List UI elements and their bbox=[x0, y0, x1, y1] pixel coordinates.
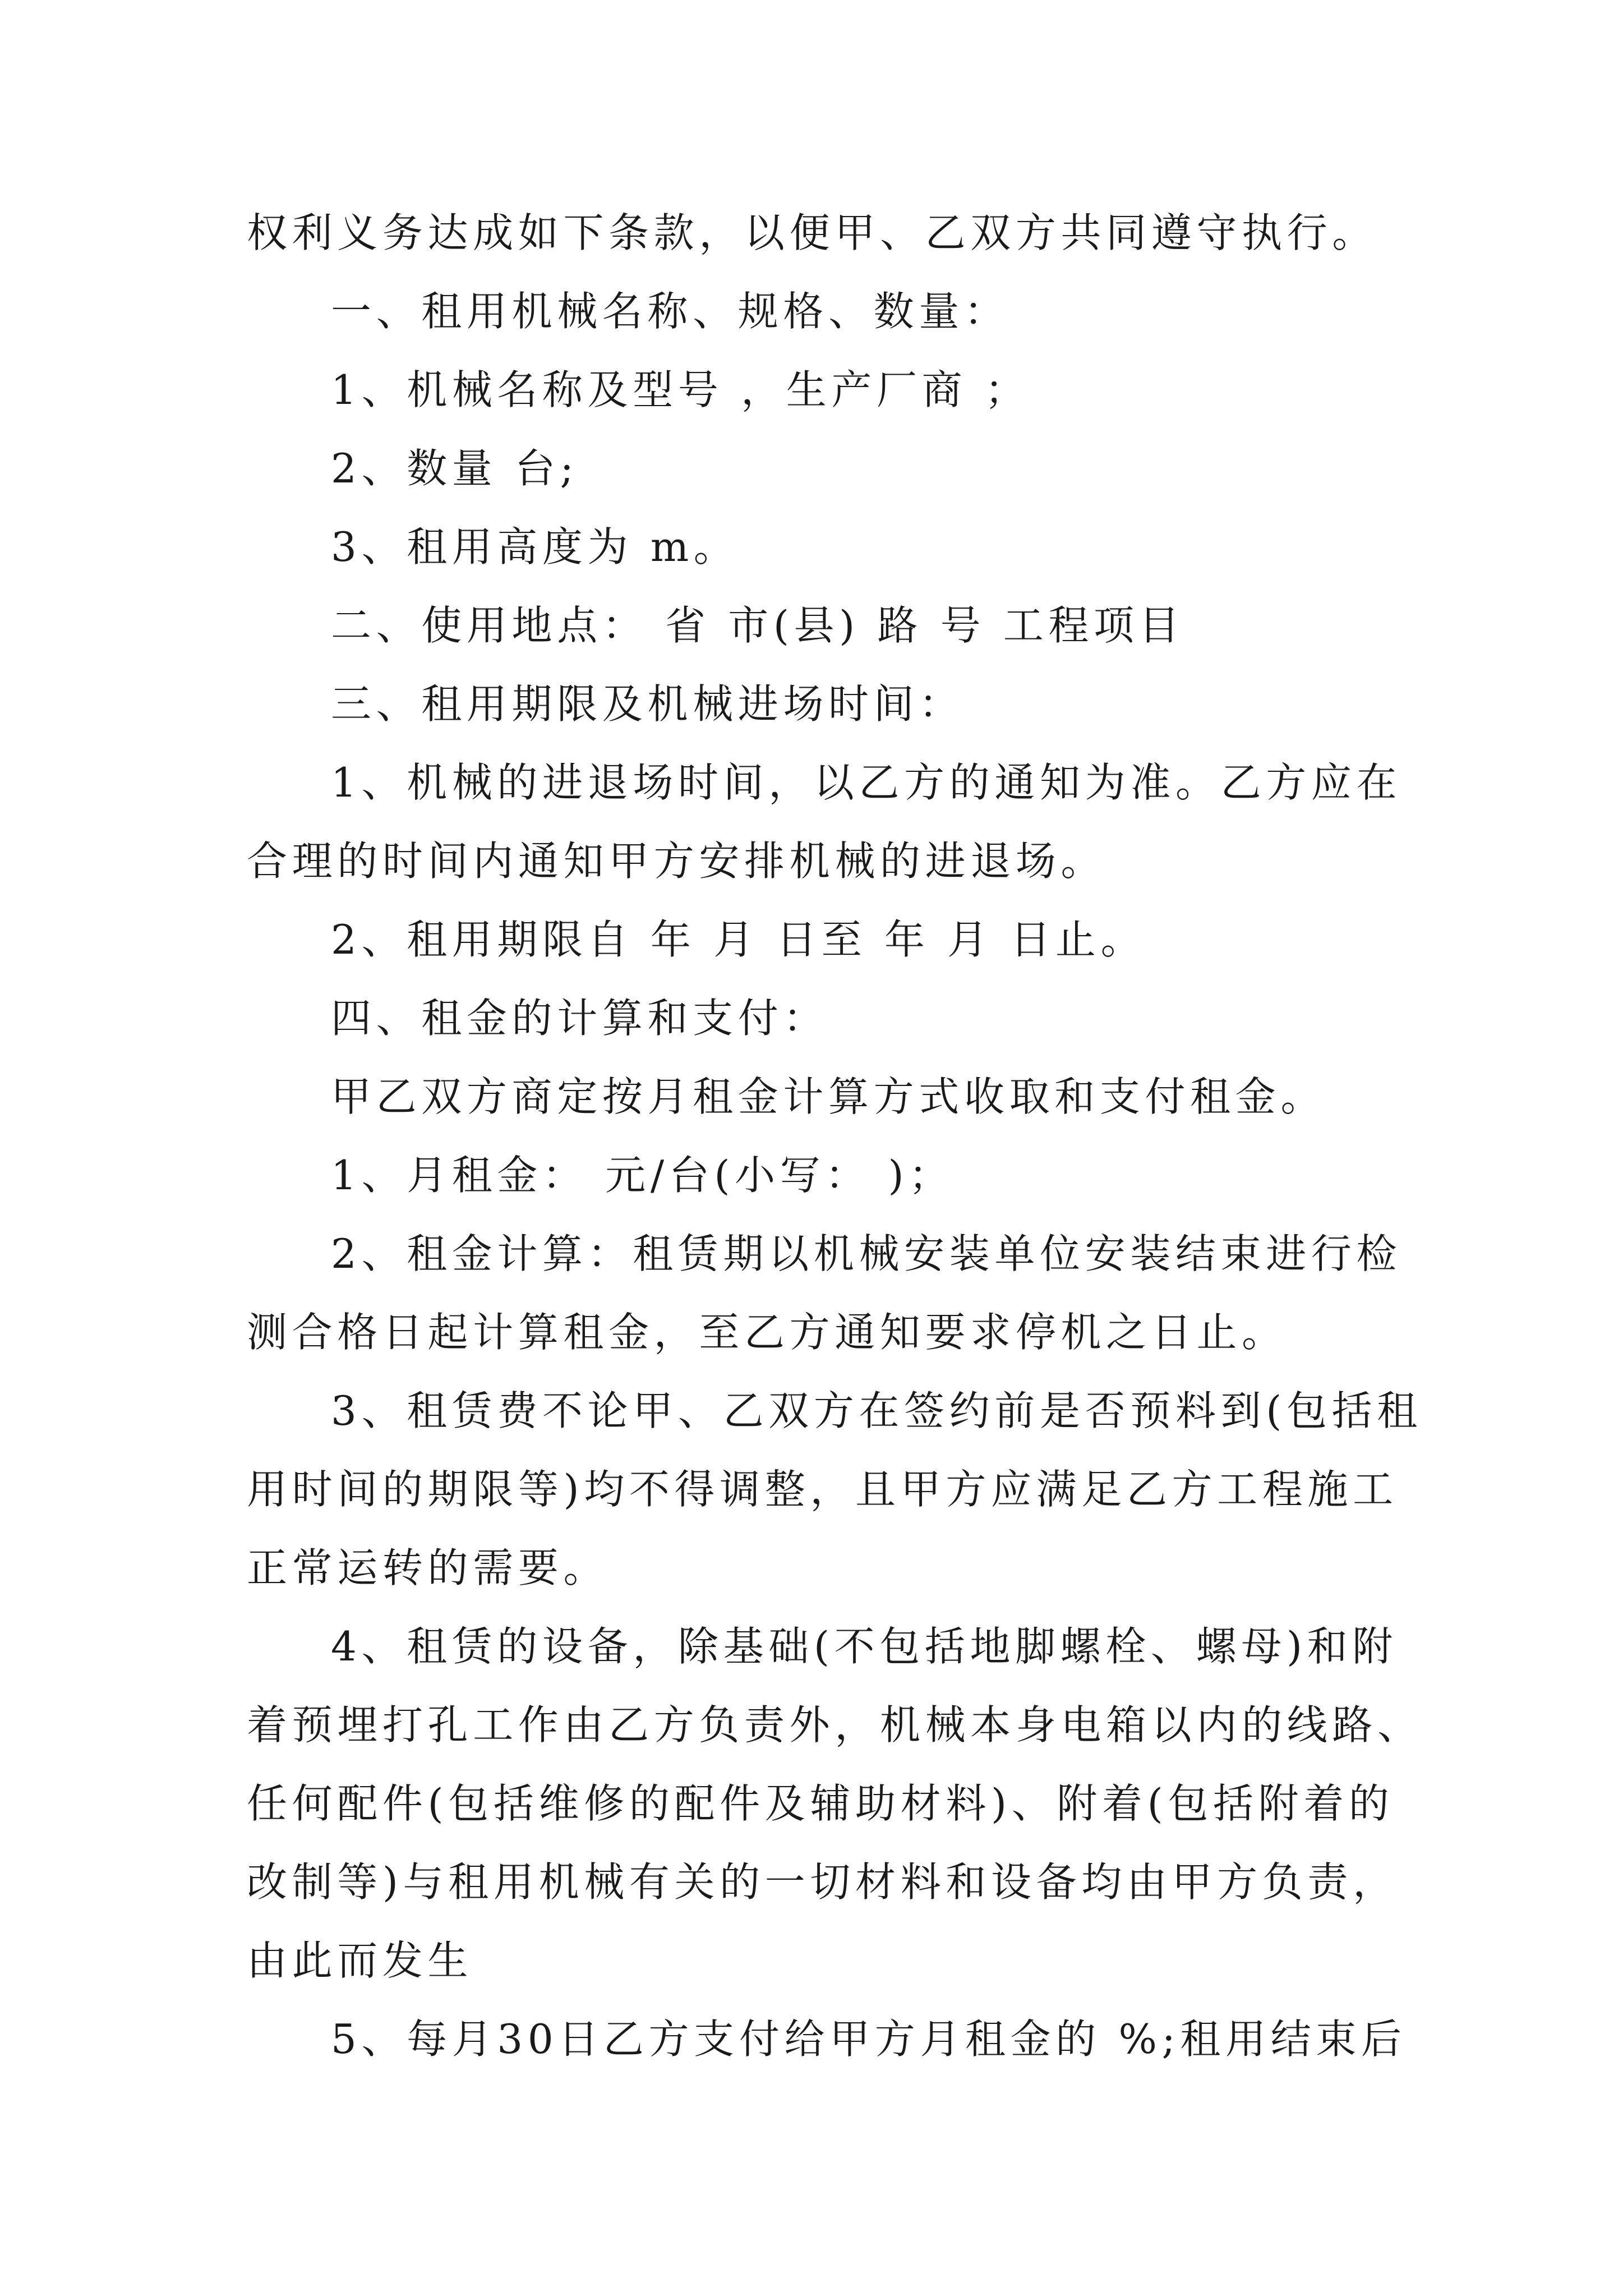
text-line: 合理的时间内通知甲方安排机械的进退场。 bbox=[247, 838, 1106, 885]
text-line: 2、数量 台; bbox=[331, 445, 579, 492]
text-line: 着预埋打孔工作由乙方负责外，机械本身电箱以内的线路、 bbox=[247, 1701, 1423, 1749]
text-line: 1、机械名称及型号 ，生产厂商 ； bbox=[331, 366, 1030, 413]
text-line: 3、租用高度为 m。 bbox=[331, 523, 739, 570]
text-line: 4、租赁的设备，除基础(不包括地脚螺栓、螺母)和附 bbox=[331, 1623, 1398, 1670]
text-line: 2、租金计算：租赁期以机械安装单位安装结束进行检 bbox=[331, 1230, 1402, 1277]
text-line: 1、机械的进退场时间，以乙方的通知为准。乙方应在 bbox=[331, 759, 1402, 806]
text-line: 用时间的期限等)均不得调整，且甲方应满足乙方工程施工 bbox=[247, 1466, 1398, 1513]
text-line: 5、每月30日乙方支付给甲方月租金的 %;租用结束后 bbox=[331, 2016, 1407, 2063]
text-line: 改制等)与租用机械有关的一切材料和设备均由甲方负责， bbox=[247, 1858, 1398, 1906]
text-line: 由此而发生 bbox=[247, 1937, 473, 1984]
section-heading: 一、租用机械名称、规格、数量： bbox=[331, 288, 1009, 335]
text-line: 1、月租金： 元/台(小写： )； bbox=[331, 1152, 954, 1199]
section-heading: 四、租金的计算和支付： bbox=[331, 995, 829, 1042]
text-line: 甲乙双方商定按月租金计算方式收取和支付租金。 bbox=[331, 1073, 1326, 1120]
text-line: 测合格日起计算租金，至乙方通知要求停机之日止。 bbox=[247, 1309, 1287, 1356]
text-line: 3、租赁费不论甲、乙双方在签约前是否预料到(包括租 bbox=[331, 1387, 1422, 1434]
text-line: 任何配件(包括维修的配件及辅助材料)、附着(包括附着的 bbox=[247, 1780, 1394, 1827]
text-line: 2、租用期限自 年 月 日至 年 月 日止。 bbox=[331, 916, 1146, 963]
text-line: 正常运转的需要。 bbox=[247, 1544, 609, 1591]
section-heading: 三、租用期限及机械进场时间： bbox=[331, 680, 964, 728]
text-line: 权利义务达成如下条款，以便甲、乙双方共同遵守执行。 bbox=[247, 209, 1378, 256]
section-heading: 二、使用地点： 省 市(县) 路 号 工程项目 bbox=[331, 602, 1184, 649]
